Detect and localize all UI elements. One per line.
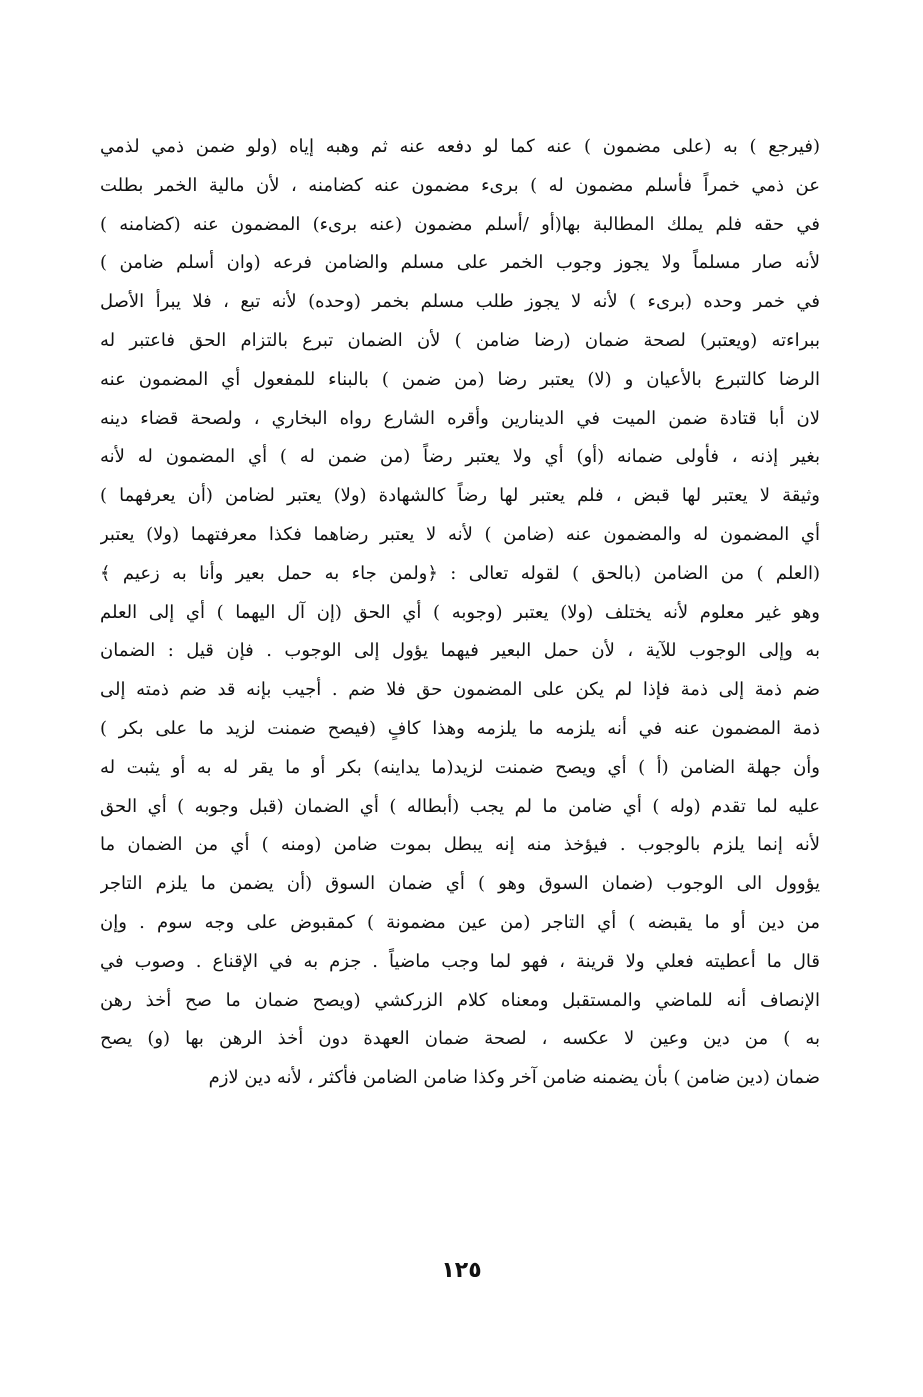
text-line: بغير إذنه ، فأولى ضمانه (أو) أي ولا يعتبر رضاً (من ضمن له ) أي المضمون له لأنه [100,446,820,468]
text-line: وهو غير معلوم لأنه يختلف (ولا) يعتبر (وجوبه ) أي الحق (إن آل اليهما ) أي إلى العلم [100,601,820,623]
text-line: ذمة المضمون عنه في أنه يلزمه ما يلزمه وهذا كافٍ (فيصح ضمنت لزيد ما على بكر ) [100,717,820,739]
text-line: به وإلى الوجوب للآية ، لأن حمل البعير فيهما يؤول إلى الوجوب . فإن قيل : الضمان [100,640,820,662]
text-line: (العلم ) من الضامن (بالحق ) لقوله تعالى : ﴿ولمن جاء به حمل بعير وأنا به زعيم ﴾ [100,562,820,584]
text-line: ببراءته (ويعتبر) لصحة ضمان (رضا ضامن ) لأن الضمان تبرع بالتزام الحق فاعتبر له [100,329,820,351]
text-line: ضمان (دين ضامن ) بأن يضمنه ضامن آخر وكذا ضامن الضامن فأكثر ، لأنه دين لازم [208,1067,820,1089]
text-line: عليه لما تقدم (وله ) أي ضامن ما لم يجب (أبطاله ) أي الضمان (قبل وجوبه ) أي الحق [100,795,820,817]
body-text [100,128,820,1098]
text-line: به ) من دين وعين لا عكسه ، لصحة ضمان العهدة دون أخذ الرهن بها (و) يصح [100,1028,820,1050]
text-line: لان أبا قتادة ضمن الميت في الدينارين وأقره الشارع رواه البخاري ، ولصحة قضاء دينه [100,407,820,429]
text-line: (فيرجع ) به (على مضمون ) عنه كما لو دفعه عنه ثم وهبه إياه (ولو ضمن ذمي لذمي [100,136,820,157]
text-line: لأنه صار مسلماً ولا يجوز وجوب الخمر على مسلم والضامن فرعه (وان أسلم ضامن ) [100,252,820,274]
page-number: ١٢٥ [441,1258,482,1283]
text-line: يؤوول الى الوجوب (ضمان السوق وهو ) أي ضمان السوق (أن يضمن ما يلزم التاجر [100,873,820,895]
text-line: لأنه إنما يلزم بالوجوب . فيؤخذ منه إنه يبطل بموت ضامن (ومنه ) أي من الضمان ما [100,834,820,856]
text-line: الرضا كالتبرع بالأعيان و (لا) يعتبر رضا (من ضمن ) بالبناء للمفعول أي المضمون عنه [100,368,820,390]
text-line: أي المضمون له والمضمون عنه (ضامن ) لأنه لا يعتبر رضاهما فكذا معرفتهما (ولا) يعتبر [100,523,820,545]
text-line: الإنصاف أنه للماضي والمستقبل ومعناه كلام الزركشي (ويصح ضمان ما صح أخذ رهن [100,989,820,1011]
text-line: وثيقة لا يعتبر لها قبض ، فلم يعتبر لها رضاً كالشهادة (ولا) يعتبر لضامن (أن يعرفهما ) [100,485,820,507]
text-line: في خمر وحده (برىء ) لأنه لا يجوز طلب مسلم بخمر (وحده) لأنه تبع ، فلا يبرأ الأصل [100,291,820,313]
text-line: ضم ذمة إلى ذمة فإذا لم يكن على المضمون حق فلا ضم . أجيب بإنه قد ضم ذمته إلى [100,679,820,701]
text-line: عن ذمي خمراً فأسلم مضمون له ) برىء مضمون عنه كضامنه ، لأن مالية الخمر بطلت [100,174,820,196]
text-line: قال ما أعطيته فعلي ولا قرينة ، فهو لما وجب ماضياً . جزم به في الإقناع . وصوب في [100,950,820,972]
text-line: وأن جهلة الضامن (أ ) أي ويصح ضمنت لزيد(ما يداينه) بكر أو ما يقر له به أو يثبت له [100,756,820,778]
text-line: من دين أو ما يقبضه ) أي التاجر (من عين مضمونة ) كمقبوض على وجه سوم . وإن [100,911,820,933]
text-line: في حقه فلم يملك المطالبة بها(أو /أسلم مضمون (عنه برىء) المضمون عنه (كضامنه ) [100,213,820,235]
